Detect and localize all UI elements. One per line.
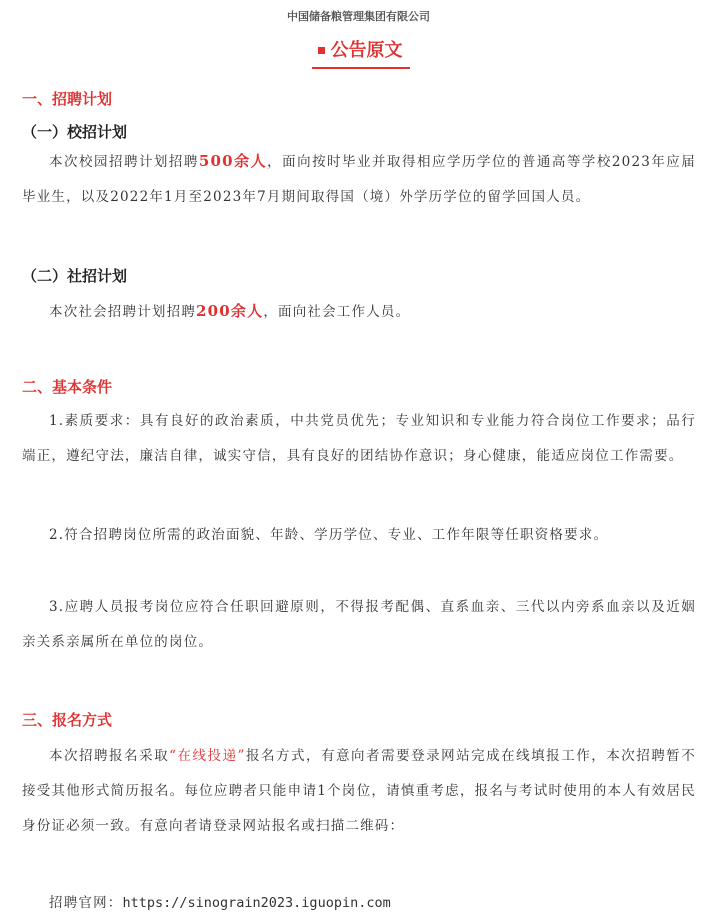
company-name: 中国储备粮管理集团有限公司 [287, 10, 430, 23]
website-label: 招聘官网： [49, 895, 123, 911]
application-text: 本次招聘报名采取 [49, 748, 170, 764]
campus-plan-text-rest: ，面向按时毕业并取得相应学历学位的普通高等学校2023年应届毕业生，以及2022年1月至2023年7月期间取得国（境）外学历学位的留学回国人员。 [22, 154, 697, 205]
campus-plan-paragraph [22, 144, 696, 215]
section-heading-recruitment-plan: 一、招聘计划 [22, 90, 113, 108]
notice-title-text: 公告原文 [330, 40, 403, 61]
application-method-highlight: “在线投递” [169, 748, 246, 764]
campus-plan-text: 本次校园招聘计划招聘 [49, 154, 199, 170]
application-text-rest: 报名方式，有意向者需要登录网站完成在线填报工作，本次招聘暂不接受其他形式简历报名。每位应聘者只能申请1个岗位，请慎重考虑，报名与考试时使用的本人有效居民身份证必须一致。有意向者请登录网站报名或扫描二维码： [22, 748, 696, 834]
subsection-heading-social: （二）社招计划 [22, 267, 128, 285]
notice-title-underline [312, 67, 410, 69]
condition-item-2: 2.符合招聘岗位所需的政治面貌、年龄、学历学位、专业、工作年限等任职资格要求。 [49, 527, 609, 543]
social-plan-paragraph [22, 294, 696, 330]
website-line [22, 886, 696, 921]
campus-plan-count: 500余人 [198, 152, 268, 170]
condition-item-1: 1.素质要求：具有良好的政治素质，中共党员优先；专业知识和专业能力符合岗位工作要求；品行端正，遵纪守法，廉洁自律，诚实守信，具有良好的团结协作意识；身心健康，能适应岗位工作需要。 [22, 413, 696, 464]
notice-title [310, 36, 410, 62]
social-plan-text-rest: ，面向社会工作人员。 [263, 304, 411, 320]
section-heading-basic-conditions: 二、基本条件 [22, 378, 113, 396]
application-method-paragraph [22, 739, 696, 844]
social-plan-count: 200余人 [196, 302, 264, 320]
condition-item-3: 3.应聘人员报考岗位应符合任职回避原则，不得报考配偶、直系血亲、三代以内旁系血亲以及近姻亲关系亲属所在单位的岗位。 [22, 599, 696, 650]
social-plan-text: 本次社会招聘计划招聘 [49, 304, 196, 320]
website-link[interactable]: https://sinograin2023.iguopin.com [122, 895, 391, 911]
subsection-heading-campus: （一）校招计划 [22, 123, 128, 141]
section-heading-application-method: 三、报名方式 [22, 711, 113, 729]
square-bullet-icon [318, 47, 325, 54]
